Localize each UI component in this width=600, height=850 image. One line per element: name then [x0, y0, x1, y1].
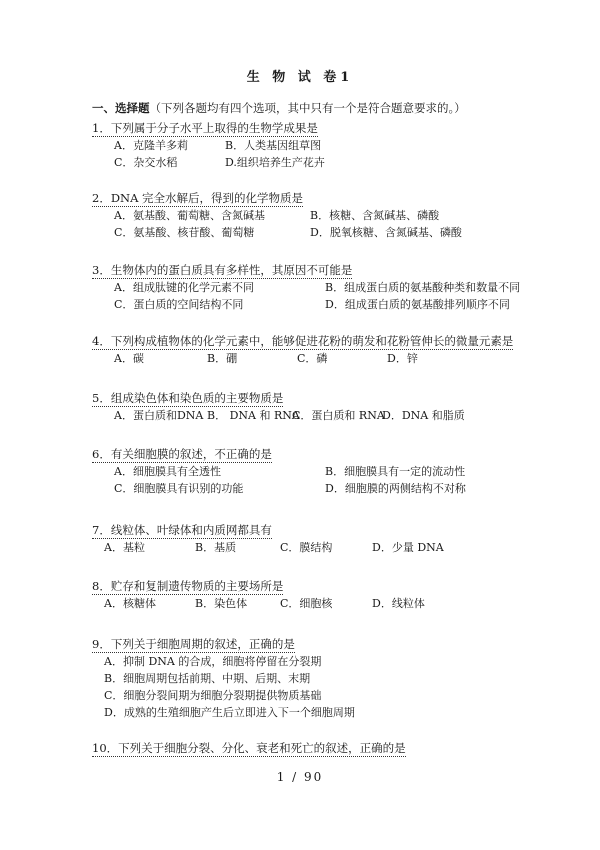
- question-stem: 10．下列关于细胞分裂、分化、衰老和死亡的叙述，正确的是: [92, 741, 406, 755]
- option-a: A．碳: [114, 352, 144, 365]
- option-d: D．组成蛋白质的氨基酸排列顺序不同: [325, 298, 510, 311]
- section-header: [92, 100, 466, 116]
- option-a: A．氨基酸、葡萄糖、含氮碱基: [114, 209, 265, 222]
- option-a: A．抑制 DNA 的合成，细胞将停留在分裂期: [104, 655, 322, 668]
- question-10: [92, 740, 552, 757]
- question-2: [92, 190, 552, 241]
- question-9: [92, 636, 552, 721]
- option-b: B．染色体: [195, 597, 248, 610]
- option-c: C．蛋白质和 RNA: [292, 409, 385, 422]
- option-b: B．基质: [195, 541, 237, 554]
- question-stem: 4．下列构成植物体的化学元素中，能够促进花粉的萌发和花粉管伸长的微量元素是: [92, 334, 514, 348]
- option-b: B．核糖、含氮碱基、磷酸: [310, 209, 440, 222]
- option-d: D.组织培养生产花卉: [225, 156, 325, 169]
- option-c: C．杂交水稻: [114, 156, 178, 169]
- option-a: A．克隆羊多莉: [114, 139, 188, 152]
- question-stem: 3．生物体内的蛋白质具有多样性，其原因不可能是: [92, 263, 353, 277]
- option-d: D．成熟的生殖细胞产生后立即进入下一个细胞周期: [104, 706, 355, 719]
- option-b: B．硼: [207, 352, 238, 365]
- section-instruction: （下列各题均有四个选项，其中只有一个是符合题意要求的。）: [149, 101, 466, 115]
- option-c: C．磷: [297, 352, 328, 365]
- option-d: D．细胞膜的两侧结构不对称: [325, 482, 466, 495]
- question-7: [92, 522, 552, 556]
- page-number: 1 / 90: [276, 770, 324, 784]
- option-d: D．锌: [387, 352, 418, 365]
- option-b: B．细胞膜具有一定的流动性: [325, 465, 466, 478]
- question-5: [92, 390, 552, 424]
- option-b: B．人类基因组草图: [225, 139, 322, 152]
- option-c: C．细胞核: [280, 597, 333, 610]
- question-6: [92, 446, 552, 497]
- page-title: 生 物 试 卷1: [246, 70, 354, 85]
- option-c: C．细胞膜具有识别的功能: [114, 482, 244, 495]
- option-d: D．DNA 和脂质: [382, 409, 465, 422]
- question-stem: 6．有关细胞膜的叙述，不正确的是: [92, 447, 272, 461]
- option-a: A．细胞膜具有全透性: [114, 465, 221, 478]
- option-a: A．核糖体: [104, 597, 156, 610]
- option-c: C．细胞分裂间期为细胞分裂期提供物质基础: [104, 689, 322, 702]
- section-heading: 一、选择题: [92, 101, 150, 115]
- option-d: D．少量 DNA: [372, 541, 444, 554]
- question-stem: 5．组成染色体和染色质的主要物质是: [92, 391, 284, 405]
- option-a: A．基粒: [104, 541, 145, 554]
- question-stem: 8．贮存和复制遗传物质的主要场所是: [92, 579, 284, 593]
- option-c: C．膜结构: [280, 541, 333, 554]
- option-c: C．蛋白质的空间结构不同: [114, 298, 244, 311]
- option-b: B．组成蛋白质的氨基酸种类和数量不同: [325, 281, 521, 294]
- question-stem: 2．DNA 完全水解后，得到的化学物质是: [92, 191, 304, 205]
- question-1: [92, 120, 552, 171]
- question-stem: 1．下列属于分子水平上取得的生物学成果是: [92, 121, 318, 135]
- question-3: [92, 262, 552, 313]
- question-stem: 7．线粒体、叶绿体和内质网都具有: [92, 523, 272, 537]
- option-c: C．氨基酸、核苷酸、葡萄糖: [114, 226, 255, 239]
- option-d: D．线粒体: [372, 597, 425, 610]
- option-a: A．蛋白质和DNA: [114, 409, 204, 422]
- question-4: [92, 333, 552, 367]
- question-8: [92, 578, 552, 612]
- option-b: B． DNA 和 RNA: [207, 409, 300, 422]
- option-d: D．脱氧核糖、含氮碱基、磷酸: [310, 226, 462, 239]
- option-b: B．细胞周期包括前期、中期、后期、末期: [104, 672, 311, 685]
- question-stem: 9．下列关于细胞周期的叙述，正确的是: [92, 637, 295, 651]
- option-a: A．组成肽键的化学元素不同: [114, 281, 254, 294]
